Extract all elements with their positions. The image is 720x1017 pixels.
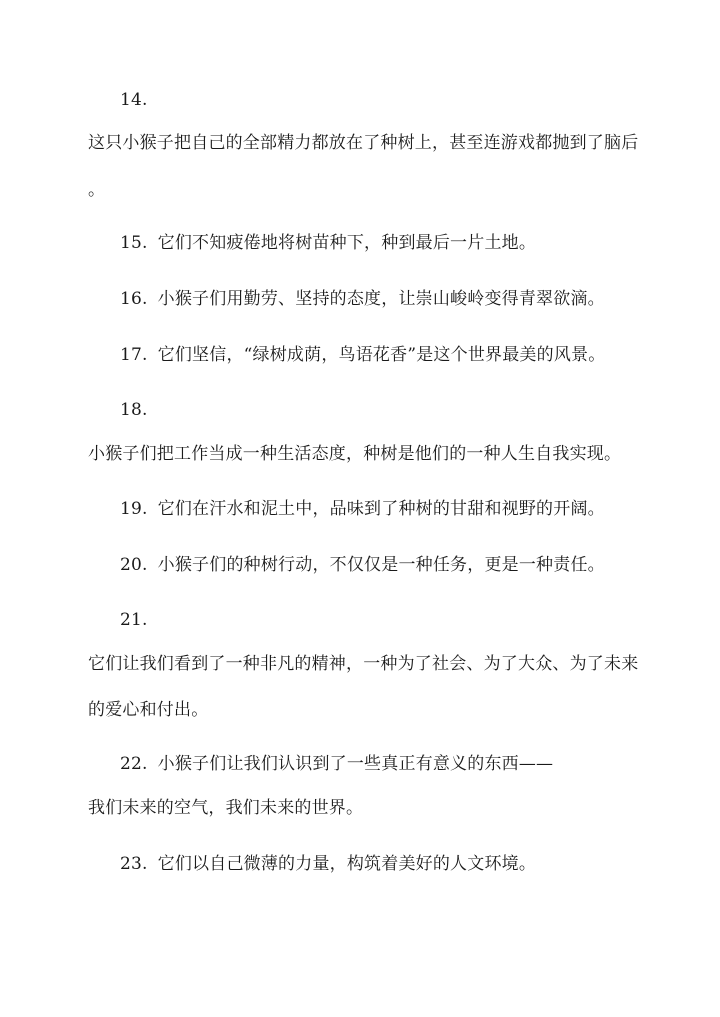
item-22-continuation: 我们未来的空气，我们未来的世界。 — [88, 798, 364, 818]
item-20-text: 小猴子们的种树行动，不仅仅是一种任务，更是一种责任。 — [157, 555, 605, 575]
item-15-number: 15. — [120, 233, 148, 253]
item-14-continuation: 。 — [88, 180, 106, 200]
item-14-text: 这只小猴子把自己的全部精力都放在了种树上，甚至连游戏都抛到了脑后 — [88, 133, 639, 153]
item-18-text: 小猴子们把工作当成一种生活态度，种树是他们的一种人生自我实现。 — [88, 444, 622, 464]
item-19-text: 它们在汗水和泥土中，品味到了种树的甘甜和视野的开阔。 — [157, 499, 605, 519]
item-17-number: 17. — [120, 345, 148, 365]
item-20 — [120, 553, 605, 577]
item-23 — [120, 852, 536, 876]
item-16-text: 小猴子们用勤劳、坚持的态度，让崇山峻岭变得青翠欲滴。 — [157, 289, 605, 309]
item-22 — [120, 752, 553, 776]
item-15-text: 它们不知疲倦地将树苗种下，种到最后一片土地。 — [157, 233, 537, 253]
item-17 — [120, 343, 605, 367]
item-21-continuation: 的爱心和付出。 — [88, 700, 209, 720]
item-21-number: 21. — [120, 610, 148, 630]
item-17-text: 它们坚信，“绿树成荫，鸟语花香”是这个世界最美的风景。 — [157, 345, 606, 365]
item-22-text: 小猴子们让我们认识到了一些真正有意义的东西—— — [157, 754, 554, 774]
item-18-number: 18. — [120, 400, 148, 420]
item-20-number: 20. — [120, 555, 148, 575]
item-23-number: 23. — [120, 854, 148, 874]
item-14-number: 14. — [120, 90, 148, 110]
item-21-text: 它们让我们看到了一种非凡的精神，一种为了社会、为了大众、为了未来 — [88, 654, 639, 674]
item-16 — [120, 287, 605, 311]
item-15 — [120, 231, 536, 255]
item-16-number: 16. — [120, 289, 148, 309]
item-19 — [120, 497, 605, 521]
item-22-number: 22. — [120, 754, 148, 774]
item-23-text: 它们以自己微薄的力量，构筑着美好的人文环境。 — [157, 854, 537, 874]
item-19-number: 19. — [120, 499, 148, 519]
